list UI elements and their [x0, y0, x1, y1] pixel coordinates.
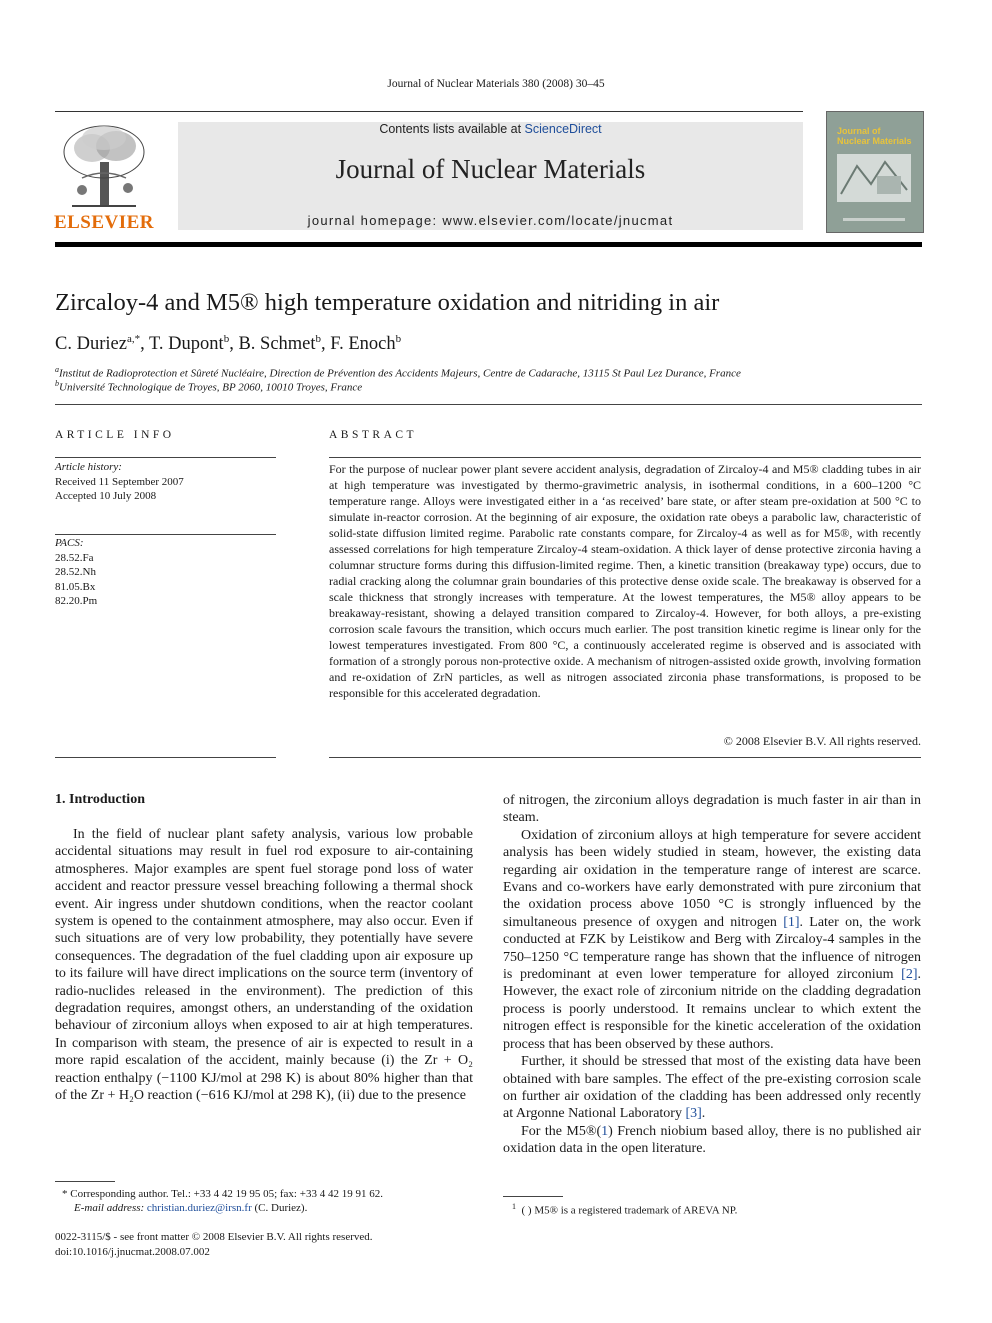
accepted-date: Accepted 10 July 2008: [55, 490, 157, 502]
header-rule-thick: [55, 242, 922, 247]
corresponding-author-note: * Corresponding author. Tel.: +33 4 42 19 95 05; fax: +33 4 42 19 91 62.: [62, 1188, 383, 1200]
divider: [329, 457, 921, 458]
header-rule: [55, 111, 803, 112]
elsevier-logo[interactable]: [52, 118, 156, 236]
received-date: Received 11 September 2007: [55, 476, 184, 488]
author-email-link[interactable]: christian.duriez@irsn.fr: [146, 1202, 252, 1214]
journal-banner: [178, 122, 803, 230]
footnote-rule: [503, 1196, 563, 1197]
divider: [55, 404, 922, 405]
author-list: C. Duriez$^{a,*}$, T. Dupont$^b$, B. Schmet$^b$, F. Enoch$^b$: [55, 333, 402, 355]
pacs-code: 28.52.Fa: [55, 552, 94, 564]
article-info-heading: ARTICLE INFO: [55, 429, 175, 441]
footnote-link-1[interactable]: 1: [601, 1123, 609, 1139]
history-label: Article history:: [55, 461, 122, 473]
intro-paragraph-4: For the M5®(1) French niobium based alloy, there is no published air oxidation data in the open literature.: [503, 1123, 921, 1157]
journal-citation: Journal of Nuclear Materials 380 (2008) 30–45: [387, 78, 605, 90]
elsevier-wordmark: ELSEVIER: [53, 212, 155, 233]
intro-paragraph-1: In the field of nuclear plant safety analysis, various low probable accidental situations may result in fuel rod exposure to air-containing atmospheres. Major examples are spent fuel storage pond loss of water accident and reactor pressure vessel breaching following a thermal shock event. Air ingress under shutdown conditions, when the reactor coolant system is opened to the containment atmosphere, may also occur. Even if such situations are of very low probability, they potentially have severe consequences. The degradation of the fuel cladding upon air exposure up to its failure will have direct implications on the source term (inventory of radio-nuclides released in the environment). The prediction of this degradation requires, amongst others, an understanding of the oxidation behaviour of zirconium alloys when exposed to air at high temperatures. In comparison with steam, the presence of air is expected to result in a more rapid escalation of the accident, mainly because (i) the Zr + O₂ reaction enthalpy (−1100 KJ/mol at 298 K) is about 80% higher than that of the Zr + H₂O reaction (−616 KJ/mol at 298 K), (ii) due to the presence: [55, 827, 473, 1104]
intro-paragraph-continued: of nitrogen, the zirconium alloys degradation is much faster in air than in steam.: [503, 793, 921, 826]
author-2[interactable]: T. Dupont$^b$: [149, 333, 230, 355]
cover-graphic-icon: [837, 154, 911, 202]
email-note: E-mail address: christian.duriez@irsn.fr (C. Duriez).: [74, 1202, 308, 1214]
contents-prefix: Contents lists available at: [379, 122, 525, 136]
divider: [329, 757, 921, 758]
reference-link-2[interactable]: [2]: [901, 967, 918, 983]
divider: [55, 457, 276, 458]
journal-name: Journal of Nuclear Materials: [335, 154, 646, 184]
sciencedirect-link[interactable]: ScienceDirect: [524, 122, 602, 136]
elsevier-tree-icon: [52, 118, 156, 214]
reference-link-1[interactable]: [1]: [783, 914, 800, 930]
intro-paragraph-2: Oxidation of zirconium alloys at high temperature for severe accident analysis has been widely studied in steam, however, the existing data regarding air oxidation in the temperature range of interest are scarce. Evans and co-workers have early demonstrated with pure zirconium that the oxidation process above 1050 °C is strongly influenced by the simultaneous presence of oxygen and nitrogen [1]. Later on, the work conducted at FZK by Leistikow and Berg with Zircaloy-4 samples in the 750–1250 °C temperature range has shown that the influence of nitrogen is predominant at even lower temperature for alloyed zirconium [2]. However, the exact role of zirconium nitride on the cladding degradation process is poorly understood. It remains unclear to which extent the nitrogen effect is responsible for the kinetic acceleration of the oxidation process that has been observed by these authors.: [503, 827, 921, 1052]
intro-left-column: [55, 826, 473, 1105]
cover-title: Journal of Nuclear Materials: [837, 126, 912, 146]
abstract-text: For the purpose of nuclear power plant severe accident analysis, degradation of Zircaloy-4 and M5® cladding tubes in air at high temperature was investigated by thermo-gravimetric analysis, in isothermal conditions, in a 600–1200 °C temperature range. Alloys were investigated either in a ‘as received’ bare state, or after steam pre-oxidation at 500 °C to simulate in-reactor corrosion. At the beginning of air exposure, the oxidation rate obeys a parabolic law, characteristic of solid-state diffusion limited regime. Parabolic rate constants compare, for Zircaloy-4 as well as for M5®, with recently assessed correlations for high temperature Zircaloy-4 steam-oxidation. A thick layer of dense protective zirconia having a columnar structure forms during this diffusion-limited regime. Then, a kinetic transition (breakaway type) occurs, due to radial cracking along the columnar grain boundaries of this protective dense oxide scale. The breakaway is observed for a scale thickness that strongly increases with temperature. At the lowest temperatures, the M5® alloy appears to be breakaway-resistant, showing a delayed transition compared to Zircaloy-4. However, for both alloys, a pre-existing corrosion scale favours the transition, which occurs much earlier. The post transition kinetic regime is linear only for the lowest temperatures investigated. From 800 °C, a continuously accelerated regime is observed and is associated with formation of a strongly porous non-protective oxide. A mechanism of nitrogen-assisted oxide growth, involving formation and re-oxidation of ZrN particles, as well as nitrogen associated zirconia phase transformations, is proposed to be responsible for this accelerated degradation.: [329, 462, 921, 700]
copyright: © 2008 Elsevier B.V. All rights reserved.: [723, 734, 921, 748]
divider: [55, 534, 276, 535]
pacs-code: 28.52.Nh: [55, 566, 96, 578]
abstract-heading: ABSTRACT: [329, 429, 418, 441]
pacs-code: 82.20.Pm: [55, 595, 98, 607]
section-heading-introduction: 1. Introduction: [55, 792, 145, 807]
intro-right-column: [503, 792, 921, 1158]
intro-paragraph-3: Further, it should be stressed that most of the existing data have been obtained with bare samples. The effect of the pre-existing corrosion scale on further air oxidation of the cladding has been addressed only recently at Argonne National Laboratory [3].: [503, 1054, 921, 1122]
affiliation-b: $^b$Université Technologique de Troyes, BP 2060, 10010 Troyes, France: [55, 379, 363, 394]
footnote-rule: [55, 1181, 115, 1182]
affiliation-a: $^a$Institut de Radioprotection et Sûreté Nucléaire, Direction de Prévention des Accidents Majeurs, Centre de Cadarache, 13115 St Paul Lez Durance, France: [55, 365, 741, 380]
pacs-code: 81.05.Bx: [55, 581, 96, 593]
contents-line: [178, 122, 803, 136]
pacs-label: PACS:: [55, 537, 84, 549]
article-title: Zircaloy-4 and M5® high temperature oxidation and nitriding in air: [55, 289, 720, 316]
author-3[interactable]: B. Schmet$^b$: [238, 333, 322, 355]
cover-image: [837, 154, 911, 202]
author-1[interactable]: C. Duriez$^{a,*}$: [55, 333, 141, 355]
issn-note: 0022-3115/$ - see front matter © 2008 Elsevier B.V. All rights reserved.: [55, 1231, 373, 1243]
divider: [55, 757, 276, 758]
doi-note[interactable]: doi:10.1016/j.jnucmat.2008.07.002: [55, 1246, 210, 1258]
journal-cover-thumbnail[interactable]: [826, 111, 924, 233]
reference-link-3[interactable]: [3]: [685, 1106, 702, 1122]
author-4[interactable]: F. Enoch$^b$: [330, 333, 402, 355]
trademark-footnote: $^1$ ( ) M5® is a registered trademark of AREVA NP.: [512, 1202, 738, 1217]
journal-homepage[interactable]: journal homepage: www.elsevier.com/locate/jnucmat: [307, 213, 674, 228]
cover-footer: [843, 218, 905, 221]
